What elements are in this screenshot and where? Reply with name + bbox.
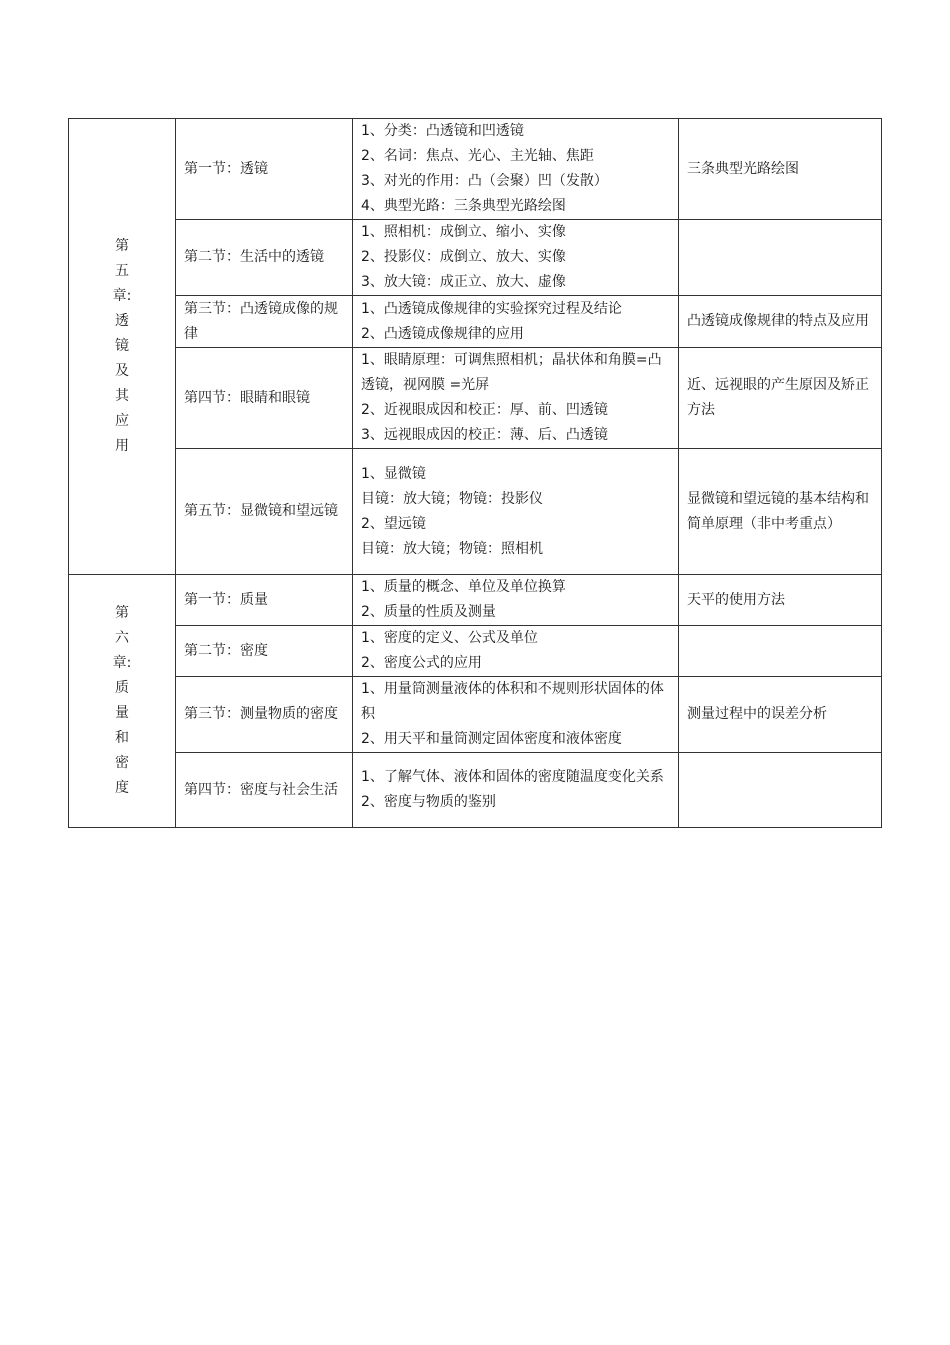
section-cell <box>176 296 353 348</box>
point-line: 2、望远镜 <box>361 515 426 532</box>
point-line: 目镜：放大镜；物镜：照相机 <box>361 540 543 557</box>
point-line: 2、近视眼成因和校正：厚、前、凹透镜 <box>361 402 608 418</box>
section-cell <box>176 575 353 626</box>
point-line: 1、用量筒测量液体的体积和不规则形状固体的体积 <box>361 681 664 722</box>
section-title: 第四节：眼睛和眼镜 <box>184 389 310 406</box>
points-cell <box>353 449 679 575</box>
notes-cell <box>679 119 882 220</box>
table-row <box>69 575 882 626</box>
section-title: 第三节：测量物质的密度 <box>184 706 338 722</box>
points-cell <box>353 119 679 220</box>
section-cell <box>176 626 353 677</box>
chapter-title: 第六章:质量和密度 <box>112 605 132 796</box>
chapter-title: 第五章:透镜及其应用 <box>112 238 132 454</box>
section-cell <box>176 753 353 828</box>
notes-cell <box>679 449 882 575</box>
section-cell <box>176 449 353 575</box>
notes-cell <box>679 220 882 296</box>
points-cell <box>353 575 679 626</box>
point-line: 1、照相机：成倒立、缩小、实像 <box>361 224 566 240</box>
notes-cell <box>679 348 882 449</box>
points-cell <box>353 626 679 677</box>
notes-cell <box>679 677 882 753</box>
table-row <box>69 119 882 220</box>
point-line: 1、凸透镜成像规律的实验探究过程及结论 <box>361 300 622 317</box>
section-title: 第三节：凸透镜成像的规律 <box>184 300 338 342</box>
table-row <box>69 677 882 753</box>
notes-text: 凸透镜成像规律的特点及应用 <box>687 313 869 329</box>
section-cell <box>176 677 353 753</box>
point-line: 2、密度与物质的鉴别 <box>361 794 496 810</box>
notes-text: 天平的使用方法 <box>687 591 785 608</box>
point-line: 4、典型光路：三条典型光路绘图 <box>361 198 566 214</box>
section-title: 第二节：密度 <box>184 642 268 659</box>
notes-text: 三条典型光路绘图 <box>687 160 799 177</box>
point-line: 2、质量的性质及测量 <box>361 604 496 620</box>
point-line: 3、对光的作用：凸（会聚）凹（发散） <box>361 173 608 189</box>
point-line: 2、密度公式的应用 <box>361 655 482 671</box>
chapter-cell <box>69 575 176 828</box>
table-row <box>69 348 882 449</box>
notes-cell <box>679 626 882 677</box>
point-line: 2、凸透镜成像规律的应用 <box>361 325 524 342</box>
section-title: 第一节：透镜 <box>184 160 268 177</box>
point-line: 2、用天平和量筒测定固体密度和液体密度 <box>361 731 622 747</box>
outline-table <box>68 118 882 828</box>
point-line: 1、了解气体、液体和固体的密度随温度变化关系 <box>361 769 664 785</box>
point-line: 1、显微镜 <box>361 465 426 482</box>
point-line: 1、质量的概念、单位及单位换算 <box>361 579 566 595</box>
section-cell <box>176 119 353 220</box>
notes-cell <box>679 575 882 626</box>
points-cell <box>353 677 679 753</box>
points-cell <box>353 753 679 828</box>
section-title: 第四节：密度与社会生活 <box>184 781 338 798</box>
point-line: 3、远视眼成因的校正：薄、后、凸透镜 <box>361 427 608 443</box>
point-line: 目镜：放大镜；物镜：投影仪 <box>361 490 543 507</box>
point-line: 2、投影仪：成倒立、放大、实像 <box>361 249 566 265</box>
notes-text: 显微镜和望远镜的基本结构和简单原理（非中考重点） <box>687 490 869 532</box>
section-cell <box>176 348 353 449</box>
notes-text: 近、远视眼的产生原因及矫正方法 <box>687 377 869 418</box>
point-line: 3、放大镜：成正立、放大、虚像 <box>361 274 566 290</box>
chapter-cell <box>69 119 176 575</box>
table-row <box>69 449 882 575</box>
table-row <box>69 626 882 677</box>
point-line: 1、眼睛原理：可调焦照相机；晶状体和角膜=凸透镜，视网膜 =光屏 <box>361 352 662 393</box>
section-title: 第一节：质量 <box>184 591 268 608</box>
notes-text: 测量过程中的误差分析 <box>687 706 827 722</box>
points-cell <box>353 220 679 296</box>
section-cell <box>176 220 353 296</box>
table-row <box>69 220 882 296</box>
notes-cell <box>679 296 882 348</box>
table-row <box>69 753 882 828</box>
points-cell <box>353 348 679 449</box>
point-line: 1、分类：凸透镜和凹透镜 <box>361 123 524 139</box>
point-line: 1、密度的定义、公式及单位 <box>361 630 538 646</box>
section-title: 第五节：显微镜和望远镜 <box>184 503 338 519</box>
notes-cell <box>679 753 882 828</box>
table-row <box>69 296 882 348</box>
section-title: 第二节：生活中的透镜 <box>184 249 324 265</box>
point-line: 2、名词：焦点、光心、主光轴、焦距 <box>361 148 594 164</box>
points-cell <box>353 296 679 348</box>
